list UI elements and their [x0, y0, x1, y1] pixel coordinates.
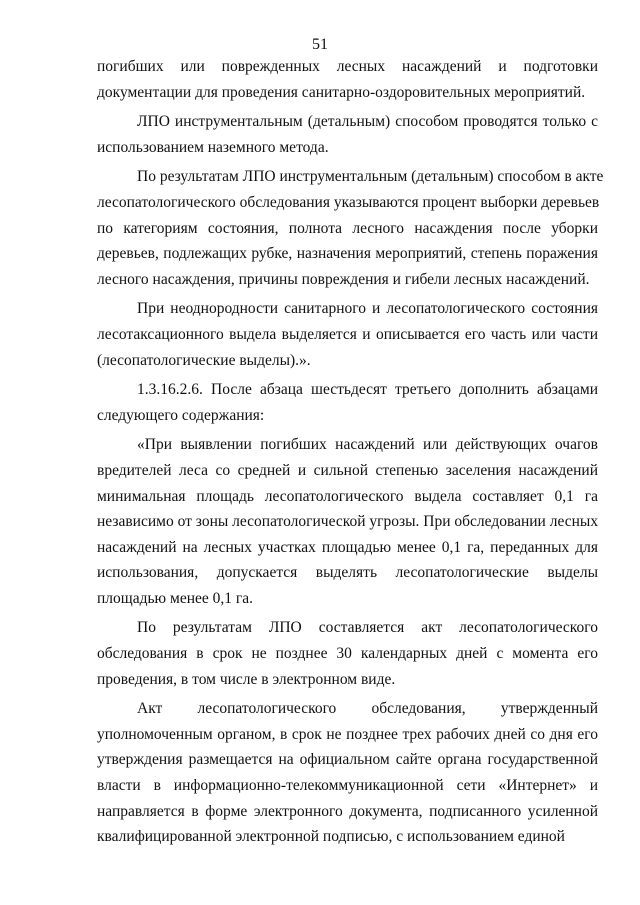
text-line: деревьев, подлежащих рубке, назначения мероприятий, степень поражения [97, 245, 598, 263]
paragraph [97, 696, 598, 850]
paragraph [97, 377, 598, 428]
text-line: вредителей леса со средней и сильной степенью заселения насаждений [97, 461, 598, 479]
text-line: погибших или поврежденных лесных насаждений и подготовки [97, 58, 598, 75]
paragraph [97, 54, 598, 105]
text-line: насаждений на лесных участках площадью менее 0,1 га, переданных для [97, 538, 598, 556]
text-line: минимальная площадь лесопатологического выдела составляет 0,1 га [97, 487, 598, 505]
text-line: лесопатологического обследования указываются процент выборки деревьев [97, 193, 600, 211]
text-line: 1.3.16.2.6. После абзаца шестьдесят третьего дополнить абзацами [137, 381, 598, 399]
paragraph [97, 109, 598, 160]
text-line: проведения, в том числе в электронном виде. [97, 670, 396, 688]
text-line: Акт лесопатологического обследования, утвержденный [137, 700, 598, 718]
text-line: лесного насаждения, причины повреждения и гибели лесных насаждений. [97, 270, 590, 288]
text-line: документации для проведения санитарно-оздоровительных мероприятий. [97, 83, 586, 101]
text-line: По результатам ЛПО составляется акт лесопатологического [137, 619, 598, 637]
text-line: следующего содержания: [97, 406, 265, 424]
text-line: использования, допускается выделять лесопатологические выделы [97, 564, 598, 582]
text-line: по категориям состояния, полнота лесного насаждения после уборки [97, 219, 598, 237]
text-line: При неоднородности санитарного и лесопатологического состояния [137, 300, 598, 318]
text-line: площадью менее 0,1 га. [97, 589, 253, 607]
page-number: 51 [312, 36, 328, 53]
text-line: уполномоченным органом, в срок не позднее трех рабочих дней со дня его [97, 725, 598, 743]
text-line: обследования в срок не позднее 30 календарных дней с момента его [97, 645, 598, 663]
text-line: лесотаксационного выдела выделяется и описывается его часть или части [97, 325, 598, 343]
text-line: (лесопатологические выделы).». [97, 351, 311, 369]
text-line: ЛПО инструментальным (детальным) способом проводятся только с [137, 113, 598, 131]
paragraph [97, 164, 604, 292]
text-line: квалифицированной электронной подписью, с использованием единой [97, 828, 565, 846]
text-line: утверждения размещается на официальном сайте органа государственной [97, 751, 598, 769]
document-body [97, 54, 604, 850]
text-line: использованием наземного метода. [97, 138, 329, 156]
paragraph [97, 615, 598, 692]
paragraph [97, 432, 598, 611]
text-line: власти в информационно-телекоммуникационной сети «Интернет» и [97, 777, 598, 795]
paragraph [97, 296, 598, 373]
text-line: независимо от зоны лесопатологической угрозы. При обследовании лесных [97, 513, 599, 531]
text-line: По результатам ЛПО инструментальным (детальным) способом в акте [137, 168, 604, 186]
text-line: направляется в форме электронного документа, подписанного усиленной [97, 802, 598, 820]
text-line: «При выявлении погибших насаждений или действующих очагов [137, 436, 598, 454]
